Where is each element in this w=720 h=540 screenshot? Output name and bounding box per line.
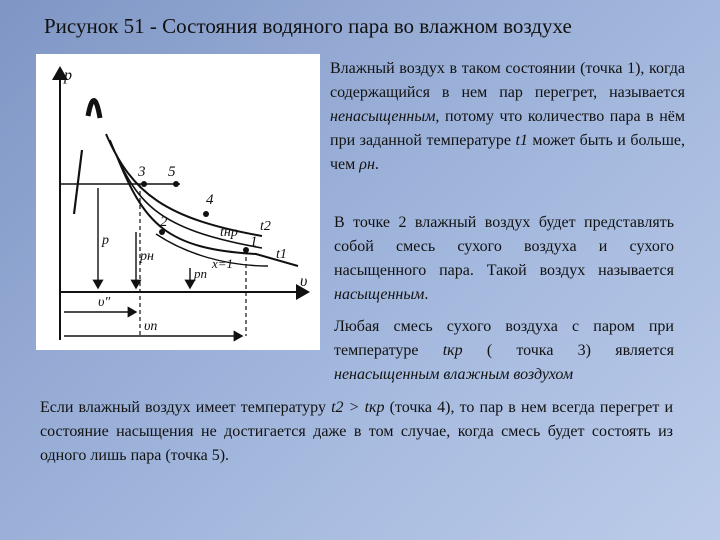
p4-text-b: (точка 4), то пар в нем всегда перегрет и состояние насыщения не достигается даже в том случае, когда смесь будет состоять из одного лишь пара (точка 5). bbox=[40, 399, 674, 464]
p2-italic-term: насыщенным bbox=[334, 286, 425, 303]
point-3 bbox=[141, 181, 147, 187]
paragraph-superheated bbox=[40, 396, 673, 468]
paragraph-critical bbox=[334, 315, 674, 387]
p1-text-a: Влажный воздух в таком состоянии (точка 1), когда содержащийся в нем пар перегрет, называется bbox=[330, 60, 685, 101]
point-4 bbox=[203, 211, 209, 217]
point-1-label: 1 bbox=[250, 234, 258, 250]
point-5-label: 5 bbox=[168, 164, 176, 180]
p1-italic-rho: ρн bbox=[359, 156, 375, 173]
dim-v2-label: υ″ bbox=[98, 295, 111, 310]
point-1 bbox=[243, 247, 249, 253]
point-3-label: 3 bbox=[138, 164, 146, 180]
p1-text-d: . bbox=[374, 156, 379, 173]
p3-text-a: Любая смесь сухого воздуха с паром при температуре bbox=[334, 318, 674, 359]
point-5 bbox=[173, 181, 179, 187]
paragraph-unsaturated bbox=[330, 57, 685, 177]
p4-italic-t2: t2 > tкр bbox=[331, 399, 385, 416]
slide-title: Рисунок 51 - Состояния водяного пара во влажном воздухе bbox=[44, 14, 572, 38]
p1-text-c: может быть и больше, чем bbox=[330, 132, 685, 173]
p3-text-b: ( точка 3) является bbox=[462, 342, 675, 359]
t2-label: t2 bbox=[260, 219, 271, 234]
p3-italic-tkr: tкр bbox=[442, 342, 463, 359]
dim-pn-label: pн bbox=[140, 249, 154, 264]
x-axis-label: υ bbox=[300, 273, 308, 290]
dim-pp-label: pп bbox=[194, 266, 207, 281]
point-2-label: 2 bbox=[160, 214, 168, 230]
tnr-label: tнр bbox=[220, 225, 238, 240]
y-axis-label: p bbox=[64, 67, 72, 84]
paragraph-saturated bbox=[334, 211, 674, 307]
p4-text-a: Если влажный воздух имеет температуру bbox=[40, 399, 332, 416]
dim-p-label: p bbox=[102, 233, 109, 248]
p1-italic-term: ненасыщенным, bbox=[330, 108, 440, 125]
saturation-line bbox=[74, 150, 82, 214]
pv-diagram-svg bbox=[36, 54, 320, 350]
pv-diagram bbox=[36, 54, 320, 350]
p3-italic-term: ненасыщенным влажным воздухом bbox=[334, 366, 574, 383]
p2-text-a: В точке 2 влажный воздух будет представлять собой смесь сухого воздуха и сухого насыщенного пара. Такой воздух называется bbox=[334, 214, 674, 279]
p1-italic-t1: t1 bbox=[515, 132, 528, 149]
p1-text-b: потому что количество пара в нём при заданной температуре bbox=[330, 108, 685, 149]
point-4-label: 4 bbox=[206, 192, 214, 208]
t1-label: t1 bbox=[276, 247, 287, 262]
x1-label: x=1 bbox=[212, 256, 234, 271]
dim-vp-label: υп bbox=[144, 319, 158, 334]
p2-text-b: . bbox=[424, 286, 429, 303]
saturation-dome bbox=[88, 100, 100, 118]
